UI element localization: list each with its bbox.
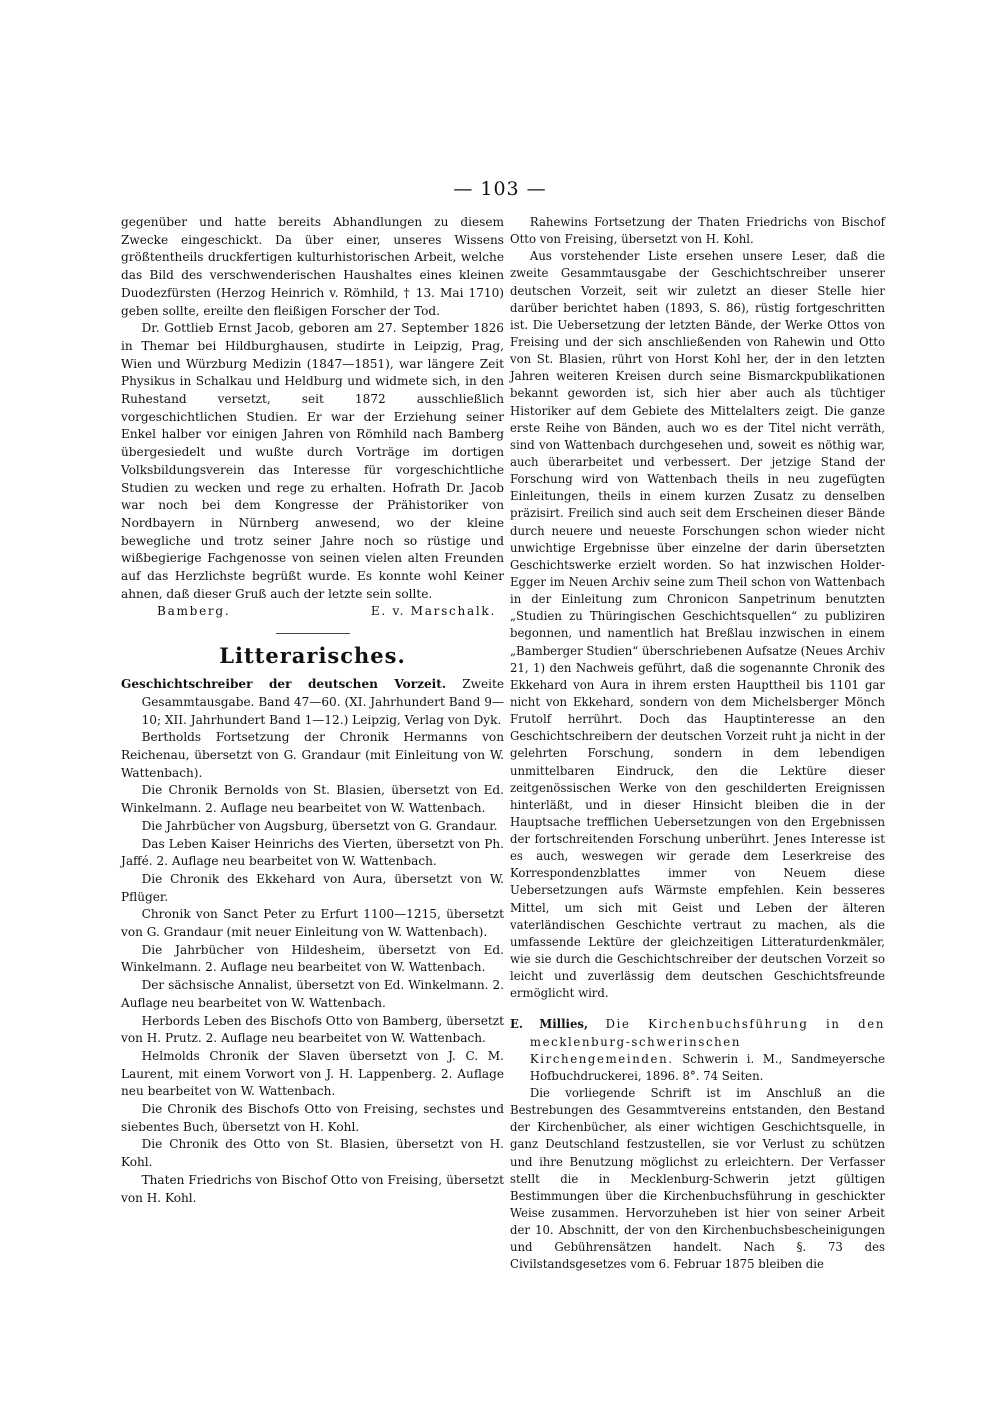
- left-column: [121, 214, 504, 1207]
- volume-item: Chronik von Sanct Peter zu Erfurt 1100—1215, übersetzt von G. Grandaur (mit neuer Einleitung von W. Wattenbach).: [121, 907, 504, 940]
- review-entry-title: Geschichtschreiber der deutschen Vorzeit.: [121, 677, 447, 692]
- volume-item-continued: Rahewins Fortsetzung der Thaten Friedrichs von Bischof Otto von Freising, übersetzt von H. Kohl.: [510, 215, 885, 247]
- section-divider: [276, 633, 350, 634]
- review-paragraph-2: Die vorliegende Schrift ist im Anschluß an die Bestrebungen des Gesammtvereins entstanden, den Bestand der Kirchenbücher, als einer wichtigen Geschichtsquelle, in ganz Deutschland festzustellen, sie vor Verlust zu schützen und ihre Benutzung möglichst zu erleichtern. Der Verfasser stellt die in Mecklenburg-Schwerin jetzt gültigen Bestimmungen über die Kirchenbuchsführung in geschickter Weise zusammen. Hervorzuheben ist hier von seiner Arbeit der 10. Abschnitt, der von den Kirchenbuchsbescheinigungen und Gebührensätzen handelt. Nach §. 73 des Civilstandsgesetzes vom 6. Februar 1875 bleiben die: [510, 1086, 885, 1272]
- review-entry-author: E. Millies,: [510, 1017, 589, 1032]
- review-entry-details: Zweite Gesammtausgabe. Band 47—60. (XI. Jahrhundert Band 9—10; XII. Jahrhundert Band 1—12.) Leipzig, Verlag von Dyk.: [141, 677, 504, 727]
- obituary-paragraph-1: gegenüber und hatte bereits Abhandlungen zu diesem Zwecke eingeschickt. Da über einer, unseres Wissens größtentheils druckfertigen kulturhistorischen Arbeit, welche das Bild des verschwenderischen Haushaltes eines kleinen Duodezfürsten (Herzog Heinrich v. Römhild, † 13. Mai 1710) geben sollte, ereilte den fleißigen Forscher der Tod.: [121, 215, 504, 318]
- obituary-paragraph-2: Dr. Gottlieb Ernst Jacob, geboren am 27. September 1826 in Themar bei Hildburghausen, studirte in Leipzig, Prag, Wien und Würzburg Medizin (1847—1851), war längere Zeit Physikus in Schalkau und Heldburg und widmete sich, in den Ruhestand versetzt, seit 1872 ausschließlich vorgeschichtlichen Studien. Er war der Erziehung seiner Enkel halber vor einigen Jahren von Römhild nach Bamberg übergesiedelt und wußte durch Vorträge im dortigen Volksbildungsverein das Interesse für vorgeschichtliche Studien zu wecken und rege zu erhalten. Hofrath Dr. Jacob war noch bei dem Kongresse der Prähistoriker von Nordbayern in Nürnberg anwesend, wo der kleine bewegliche und trotz seiner Jahre noch so rüstige und wißbegierige Fachgenosse von seinen vielen alten Freunden auf das Herzlichste begrüßt wurde. Es konnte wohl Keiner ahnen, daß dieser Gruß auch der letzte sein sollte.: [121, 321, 504, 601]
- volume-item: Die Jahrbücher von Hildesheim, übersetzt von Ed. Winkelmann. 2. Auflage neu bearbeitet von W. Wattenbach.: [121, 942, 504, 975]
- volume-item: Die Chronik des Bischofs Otto von Freising, sechstes und siebentes Buch, übersetzt von H. Kohl.: [121, 1102, 504, 1134]
- review-entry-heading-2: [510, 1016, 885, 1085]
- signature-line: [121, 603, 504, 621]
- volume-item: Bertholds Fortsetzung der Chronik Hermanns von Reichenau, übersetzt von G. Grandaur (mit Einleitung von W. Wattenbach).: [121, 730, 504, 780]
- volume-item: Der sächsische Annalist, übersetzt von Ed. Winkelmann. 2. Auflage neu bearbeitet von W. Wattenbach.: [121, 978, 504, 1010]
- review-entry-title-2: Die Kirchenbuchsführung in den mecklenburg-schwerinschen Kirchengemeinden.: [529, 1017, 885, 1066]
- signature-author: E. v. Marschalk.: [370, 604, 496, 619]
- review-entry-heading: [121, 676, 504, 729]
- page-number: — 103 —: [453, 178, 547, 200]
- section-heading: Litterarisches.: [219, 643, 406, 669]
- volume-item: Das Leben Kaiser Heinrichs des Vierten, übersetzt von Ph. Jaffé. 2. Auflage neu bearbeitet von W. Wattenbach.: [121, 836, 504, 869]
- volume-item: Herbords Leben des Bischofs Otto von Bamberg, übersetzt von H. Prutz. 2. Auflage neu bearbeitet von W. Wattenbach.: [121, 1013, 504, 1046]
- volume-item: Helmolds Chronik der Slaven übersetzt von J. C. M. Laurent, mit einem Vorwort von J. H. Lappenberg. 2. Auflage neu bearbeitet von W. Wattenbach.: [121, 1048, 504, 1099]
- volume-item: Die Chronik Bernolds von St. Blasien, übersetzt von Ed. Winkelmann. 2. Auflage neu bearbeitet von W. Wattenbach.: [121, 783, 504, 816]
- right-column: [510, 214, 885, 1274]
- signature-place: Bamberg.: [157, 604, 231, 619]
- volume-item: Thaten Friedrichs von Bischof Otto von Freising, übersetzt von H. Kohl.: [121, 1172, 504, 1205]
- volume-item: Die Chronik des Ekkehard von Aura, übersetzt von W. Pflüger.: [121, 871, 504, 904]
- volume-item: Die Chronik des Otto von St. Blasien, übersetzt von H. Kohl.: [121, 1137, 504, 1170]
- review-entry-publication: Schwerin i. M., Sandmeyersche Hofbuchdruckerei, 1896. 8°. 74 Seiten.: [529, 1051, 885, 1083]
- review-paragraph: Aus vorstehender Liste ersehen unsere Leser, daß die zweite Gesammtausgabe der Geschichtschreiber unserer deutschen Vorzeit, seit wir zuletzt an dieser Stelle hier darüber berichtet haben (1893, S. 86), rüstig fortgeschritten ist. Die Uebersetzung der letzten Bände, der Werke Ottos von Freising und der sich anschließenden von Rahewin und Otto von St. Blasien, rührt von Horst Kohl her, der in den letzten Jahren weiteren Kreisen durch seine Bismarckpublikationen bekannt geworden ist, sich hier aber auch als tüchtiger Historiker auf dem Gebiete des Mittelalters zeigt. Die ganze erste Reihe von Bänden, auch wo es der Titel nicht verräth, sind von Wattenbach durchgesehen und, soweit es nöthig war, auch überarbeitet und verbessert. Der jetzige Stand der Forschung wird von Wattenbach theils in neu zugefügten Einleitungen, theils in einem kurzen Zusatz zu denselben präzisirt. Freilich sind auch seit dem Erscheinen dieser Bände durch neuere und neueste Forschungen schon wieder nicht unwichtige Ergebnisse über einzelne der darin übersetzten Geschichtswerke erzielt worden. So hat inzwischen Holder-Egger im Neuen Archiv seine zum Theil schon von Wattenbach in der Einleitung zum Chronicon Sanpetrinum benutzten „Studien zu Thüringischen Geschichtsquellen“ zu publiziren begonnen, und namentlich hat Breßlau inzwischen in einem „Bamberger Studien“ überschriebenen Aufsatze (Neues Archiv 21, 1) den Nachweis geführt, daß die sogenannte Chronik des Ekkehard von Aura in ihrem ersten Haupttheil bis 1101 gar nicht von Ekkehard, sondern von dem Michelsberger Mönch Frutolf herrührt. Doch das Hauptinteresse an den Geschichtschreibern der deutschen Vorzeit ruht ja nicht in der gelehrten Forschung, sondern in dem lebendigen unmittelbaren Eindruck, den die Lektüre dieser zeitgenössischen Werke von den geschilderten Ereignissen hinterläßt, und in dieser Hinsicht bleiben die in der Hauptsache trefflichen Uebersetzungen von den Ergebnissen der fortschreitenden Forschung unberührt. Jenes Interesse ist es auch, weswegen wir gerade dem Leserkreise des Korrespondenzblattes immer von Neuem diese Uebersetzungen aufs Wärmste empfehlen. Kein besseres Mittel, um sich mit Geist und Leben der älteren vaterländischen Geschichte vertraut zu machen, als die umfassende Lektüre der gleichzeitigen Litteraturdenkmäler, wie sie durch die Geschichtschreiber der deutschen Vorzeit so leicht und zuverlässig dem deutschen Geschichtsfreunde ermöglicht wird.: [510, 249, 885, 1001]
- volume-item: Die Jahrbücher von Augsburg, übersetzt von G. Grandaur.: [141, 818, 498, 833]
